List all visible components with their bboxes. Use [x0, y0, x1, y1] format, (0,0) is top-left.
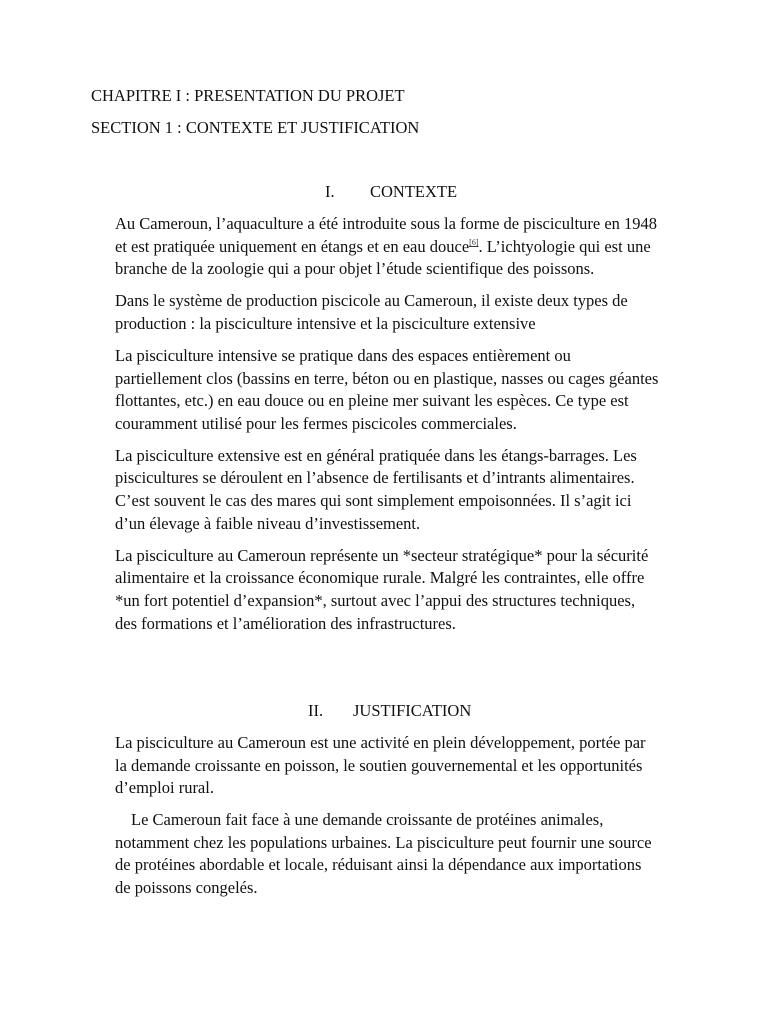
contexte-paragraph-1	[115, 213, 660, 281]
section-title: SECTION 1 : CONTEXTE ET JUSTIFICATION	[91, 118, 420, 137]
contexte-heading	[325, 182, 457, 202]
contexte-paragraph-1-text: Au Cameroun, l’aquaculture a été introduite sous la forme de pisciculture en 1948 et est pratiquée uniquement en étangs et en eau douce	[115, 214, 658, 256]
contexte-heading-number: I.	[325, 182, 335, 201]
contexte-paragraph-3: La pisciculture intensive se pratique dans des espaces entièrement ou partiellement clos (bassins en terre, béton ou en plastique, nasses ou cages géantes flottantes, etc.) en eau douce ou en pleine mer suivant les espèces. Ce type est couramment utilisé pour les fermes piscicoles commerciales.	[115, 345, 659, 433]
justification-heading-number: II.	[308, 701, 324, 720]
justification-body	[115, 732, 660, 909]
contexte-paragraph-2: Dans le système de production piscicole au Cameroun, il existe deux types de production : la pisciculture intensive et la pisciculture extensive	[115, 291, 628, 333]
chapter-title: CHAPITRE I : PRESENTATION DU PROJET	[91, 86, 405, 105]
justification-heading-title: JUSTIFICATION	[353, 701, 472, 720]
justification-paragraph-1: La pisciculture au Cameroun est une activité en plein développement, portée par la demande croissante en poisson, le soutien gouvernemental et les opportunités d’emploi rural.	[115, 733, 646, 798]
justification-paragraph-2: Le Cameroun fait face à une demande croissante de protéines animales, notamment chez les populations urbaines. La pisciculture peut fournir une source de protéines abordable et locale, réduisant ainsi la dépendance aux importations de poissons congelés.	[115, 810, 652, 898]
contexte-paragraph-4: La pisciculture extensive est en général pratiquée dans les étangs-barrages. Les piscicultures se déroulent en l’absence de fertilisants et d’intrants alimentaires. C’est souvent le cas des mares qui sont simplement empoisonnées. Il s’agit ici d’un élevage à faible niveau d’investissement.	[115, 445, 637, 533]
contexte-heading-title: CONTEXTE	[370, 182, 458, 201]
contexte-paragraph-1-continued: . L’ichtyologie qui est une branche de la zoologie qui a pour objet l’étude scientifique des poissons.	[115, 236, 651, 279]
contexte-paragraph-5: La pisciculture au Cameroun représente un *secteur stratégique* pour la sécurité alimentaire et la croissance économique rurale. Malgré les contraintes, elle offre *un fort potentiel d’expansion*, surtout avec l’appui des structures techniques, des formations et l’amélioration des infrastructures.	[115, 545, 649, 633]
contexte-body	[115, 213, 660, 645]
footnote-reference[interactable]: [6]	[469, 237, 479, 247]
justification-heading	[308, 701, 471, 721]
